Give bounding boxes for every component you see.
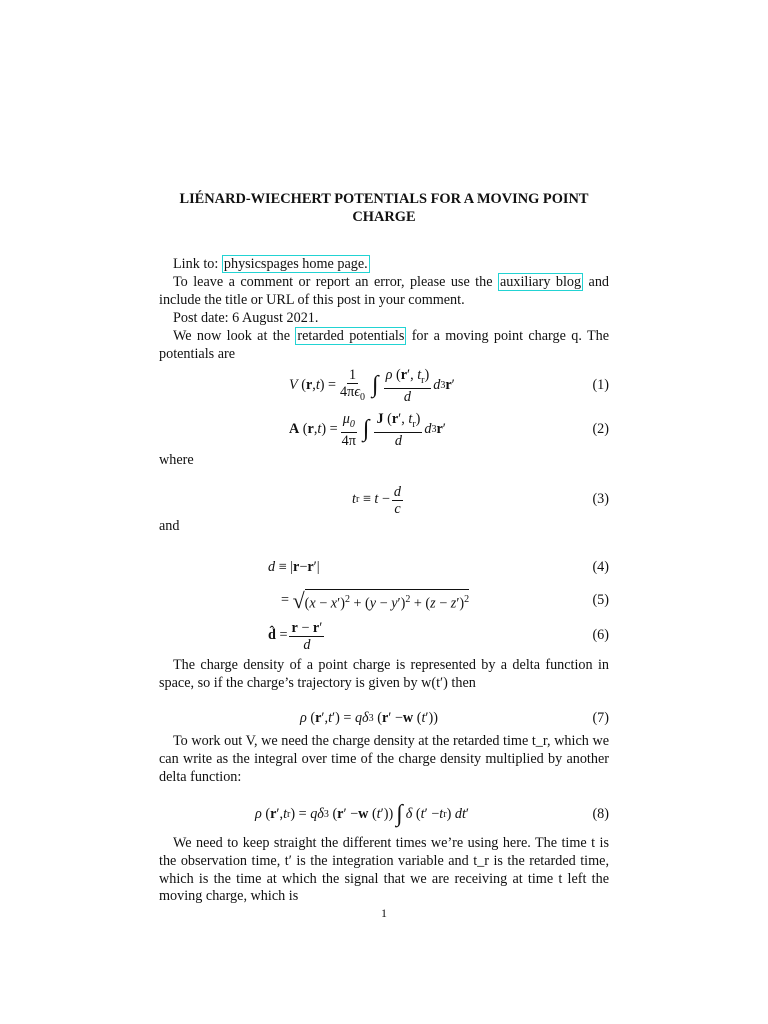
- link-paragraph: [159, 256, 609, 274]
- equation-1: [159, 368, 609, 404]
- equation-4: [159, 554, 609, 582]
- equation-7-number: (7): [592, 710, 609, 727]
- comment-suffix: and include the title or URL of this post in your comment.: [159, 274, 610, 308]
- equation-5-number: (5): [592, 592, 609, 609]
- page-title: LIÉNARD-WIECHERT POTENTIALS FOR A MOVING POINT CHARGE: [179, 191, 589, 225]
- equation-3: [159, 482, 609, 518]
- retarded-paragraph: To work out V, we need the charge density at the retarded time t_r, which we can write as the integral over time of the charge density multiplied by another delta function:: [159, 733, 609, 785]
- page-number: 1: [381, 906, 387, 920]
- equation-2-number: (2): [592, 421, 609, 438]
- comment-paragraph: [159, 274, 609, 310]
- equation-8-math: ρ ( r ′, t r ) = qδ 3 ( r ′ − w ( t ′)) ∫ δ ( t ′ − t r ) dt ′: [255, 801, 469, 828]
- equation-2: [159, 412, 609, 448]
- equation-7-math: ρ ( r ′, t ′) = qδ 3 ( r ′ − w ( t ′)): [300, 710, 438, 727]
- equation-4-math: d ≡ | r − r ′|: [268, 559, 320, 576]
- equation-6-math: d̂ = $\frac{r - r'}{d}$: [268, 619, 323, 653]
- auxiliary-blog-link[interactable]: auxiliary blog: [499, 274, 582, 290]
- equation-3-math: t r ≡ t − $\frac{d}{c}$: [352, 483, 402, 517]
- equation-7: [159, 704, 609, 734]
- equation-5: [159, 584, 609, 618]
- post-date: Post date: 6 August 2021.: [173, 310, 319, 326]
- link-prefix: Link to:: [173, 256, 219, 272]
- times-paragraph: We need to keep straight the different times we’re using here. The time t is the observation time, t′ is the integration variable and t_r is the retarded time, which is the time at which the signal that we are receiving at time t left the moving charge, which is: [159, 835, 609, 905]
- equation-6: [159, 618, 609, 654]
- equation-5-math: = √ $(x - x')^2 + (y - y')^2 + (z - z')^2$: [281, 588, 470, 614]
- intro-suffix: for a moving point charge q. The potentials are: [159, 328, 609, 362]
- equation-8: [159, 798, 609, 832]
- equation-1-number: (1): [592, 377, 609, 394]
- where-text: where: [159, 452, 194, 468]
- retarded-potentials-link[interactable]: retarded potentials: [297, 328, 405, 344]
- equation-4-number: (4): [592, 559, 609, 576]
- intro-prefix: We now look at the: [173, 328, 291, 344]
- intro-paragraph: [159, 328, 609, 364]
- comment-prefix: To leave a comment or report an error, please use the: [173, 274, 493, 290]
- home-page-link[interactable]: physicspages home page.: [223, 256, 368, 272]
- equation-3-number: (3): [592, 491, 609, 508]
- equation-6-number: (6): [592, 627, 609, 644]
- equation-1-math: V ( r , t ) = $\frac{1}{4\pi\epsilon_0}$ ∫ $\frac{\rho (r', t_r)}{d}$ d 3 r ′: [289, 366, 455, 406]
- equation-2-math: A ( r , t ) = $\frac{\mu_0}{4\pi}$ ∫ $\frac{J (r', t_r)}{d}$ d 3 r ′: [289, 410, 446, 450]
- equation-8-number: (8): [592, 806, 609, 823]
- and-text: and: [159, 518, 180, 534]
- density-paragraph: The charge density of a point charge is represented by a delta function in space, so if the charge’s trajectory is given by w(t′) then: [159, 657, 609, 691]
